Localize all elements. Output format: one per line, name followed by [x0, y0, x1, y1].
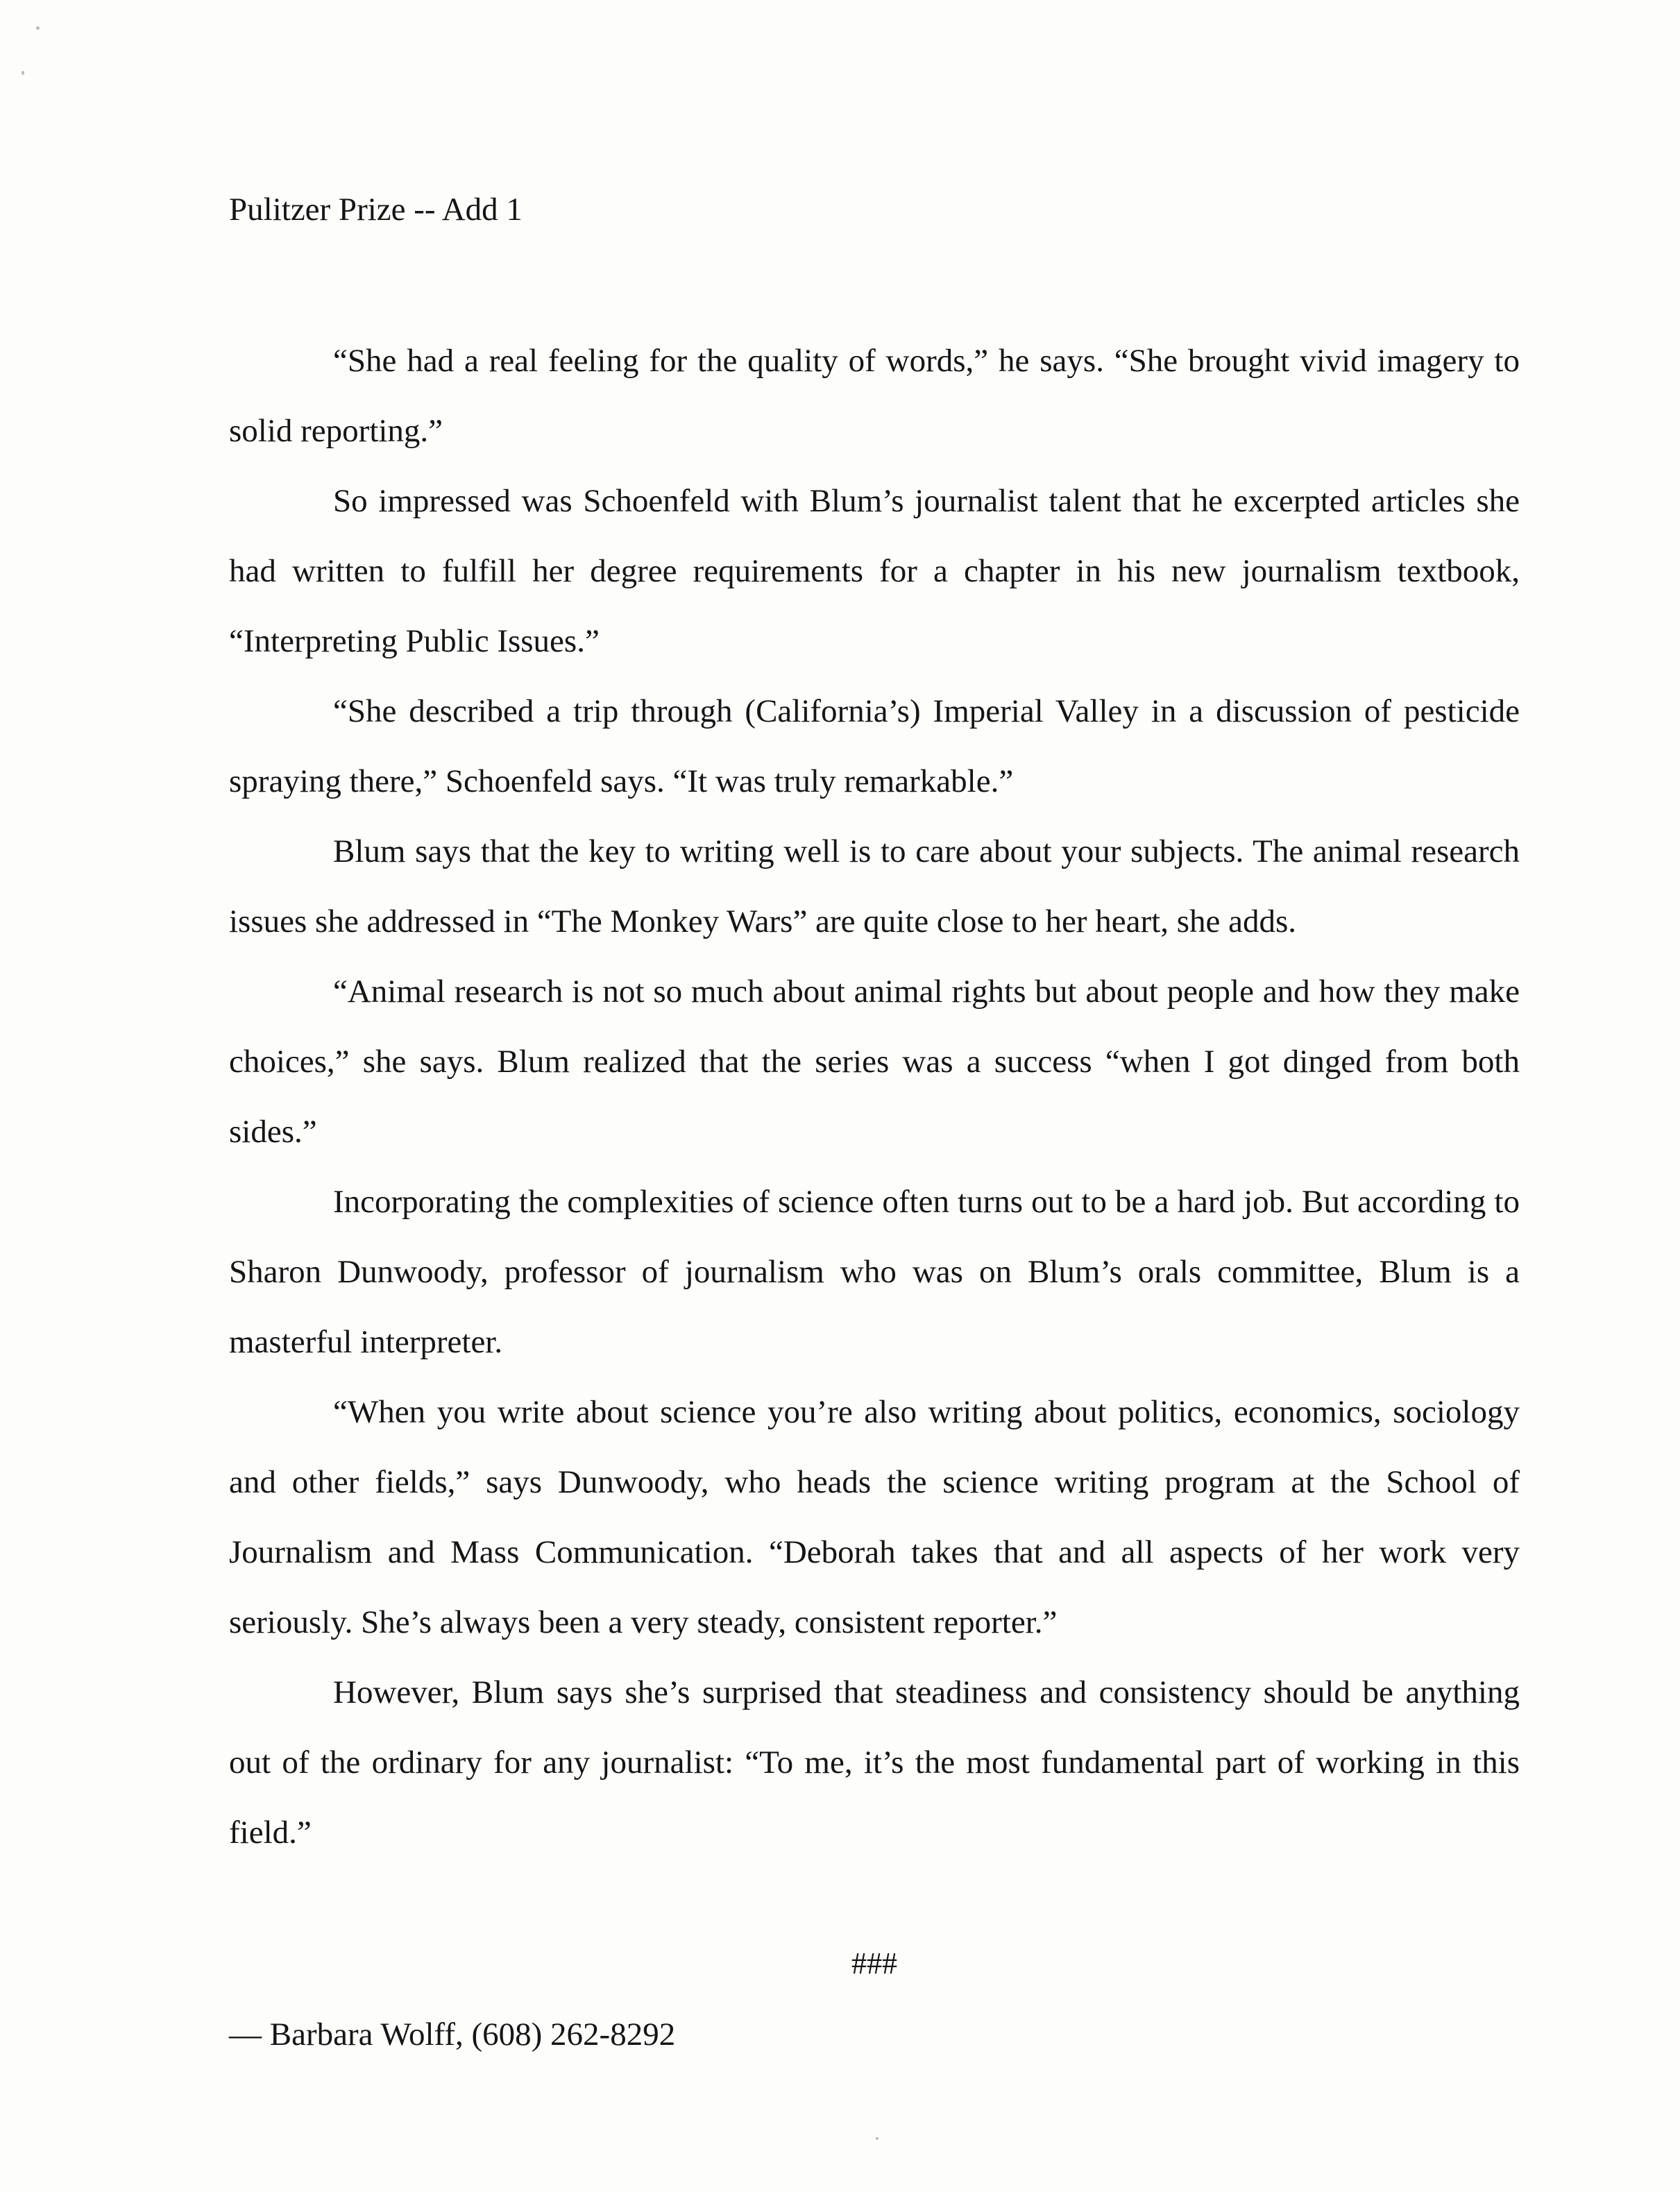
scan-speck	[36, 26, 40, 30]
paragraph-4: Blum says that the key to writing well is to care about your subjects. The animal research issues she addressed in “The Monkey Wars” are quite close to her heart, she adds.	[229, 833, 1520, 940]
scan-speck	[876, 2137, 879, 2140]
end-mark: ###	[851, 1946, 897, 1980]
contact-credit: — Barbara Wolff, (608) 262-8292	[229, 2016, 676, 2053]
scan-speck	[22, 71, 24, 75]
paragraph-1: “She had a real feeling for the quality of words,” he says. “She brought vivid imagery to solid reporting.”	[229, 343, 1520, 449]
article-body	[229, 326, 1520, 1868]
paragraph-2: So impressed was Schoenfeld with Blum’s journalist talent that he excerpted articles she had written to fulfill her degree requirements for a chapter in his new journalism textbook, “Interpreting Public Issues.”	[229, 483, 1520, 659]
paragraph-6: Incorporating the complexities of science often turns out to be a hard job. But according to Sharon Dunwoody, professor of journalism who was on Blum’s orals committee, Blum is a masterful interpreter.	[229, 1184, 1520, 1360]
paragraph-5: “Animal research is not so much about animal rights but about people and how they make choices,” she says. Blum realized that the series was a success “when I got dinged from both sides.”	[229, 974, 1520, 1150]
paragraph-7: “When you write about science you’re also writing about politics, economics, sociology and other fields,” says Dunwoody, who heads the science writing program at the School of Journalism and Mass Communication. “Deborah takes that and all aspects of her work very seriously. She’s always been a very steady, consistent reporter.”	[229, 1394, 1520, 1640]
page-header: Pulitzer Prize -- Add 1	[229, 192, 523, 228]
paragraph-8: However, Blum says she’s surprised that steadiness and consistency should be anything out of the ordinary for any journalist: “To me, it’s the most fundamental part of working in this field.”	[229, 1674, 1520, 1851]
paragraph-3: “She described a trip through (California’s) Imperial Valley in a discussion of pesticide spraying there,” Schoenfeld says. “It was truly remarkable.”	[229, 693, 1520, 799]
